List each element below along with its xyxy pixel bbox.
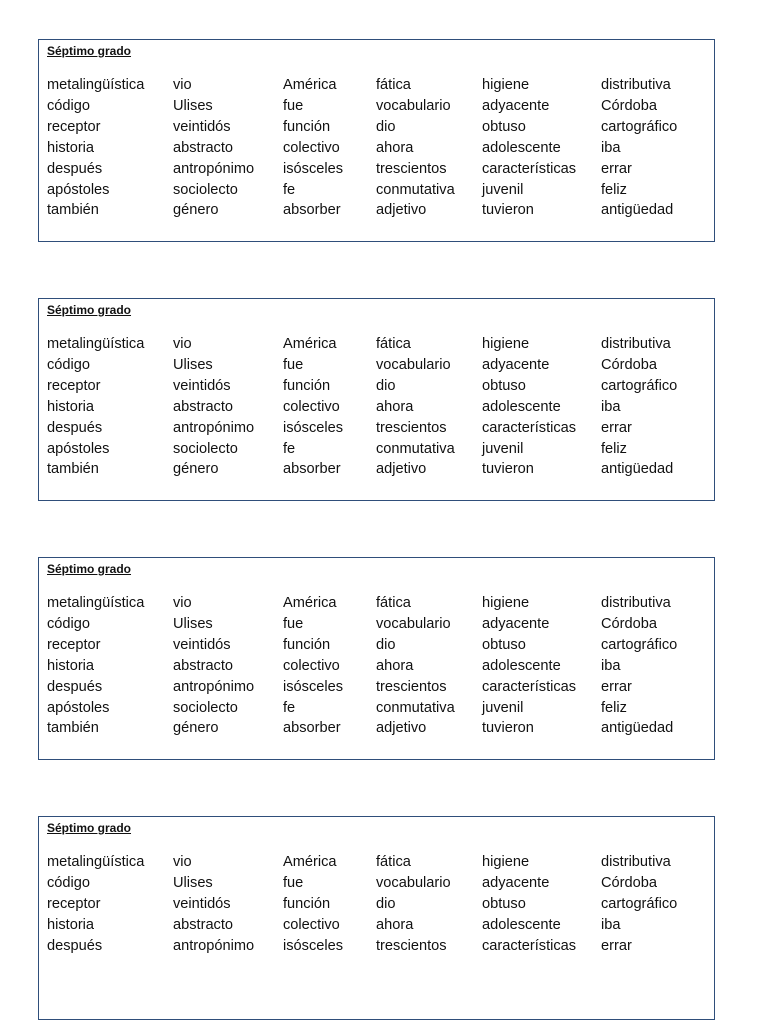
word-cell: antropónimo bbox=[173, 160, 255, 177]
word-cell: vocabulario bbox=[376, 97, 451, 114]
word-cell: América bbox=[283, 595, 337, 611]
word-cell: trescientos bbox=[376, 937, 447, 954]
word-cell: receptor bbox=[47, 636, 101, 653]
word-cell: receptor bbox=[47, 377, 101, 394]
word-cell: también bbox=[47, 202, 99, 219]
word-cell: obtuso bbox=[482, 895, 526, 912]
word-list-card bbox=[38, 39, 715, 242]
word-cell: cartográfico bbox=[601, 636, 678, 653]
word-grid bbox=[47, 75, 701, 221]
word-cell: feliz bbox=[601, 699, 627, 716]
word-cell: colectivo bbox=[283, 139, 340, 156]
word-cell: código bbox=[47, 874, 91, 891]
word-cell: receptor bbox=[47, 895, 101, 912]
word-cell: función bbox=[283, 118, 331, 135]
word-cell: antropónimo bbox=[173, 678, 255, 695]
word-list-card bbox=[38, 816, 715, 1020]
word-cell: código bbox=[47, 97, 91, 114]
word-cell: trescientos bbox=[376, 160, 447, 177]
word-cell: juvenil bbox=[482, 699, 524, 716]
word-cell: trescientos bbox=[376, 678, 447, 695]
word-cell: conmutativa bbox=[376, 699, 455, 716]
word-cell: obtuso bbox=[482, 377, 526, 394]
word-cell: antropónimo bbox=[173, 937, 255, 954]
word-cell: fue bbox=[283, 615, 304, 632]
word-cell: ahora bbox=[376, 398, 414, 415]
word-cell: antropónimo bbox=[173, 419, 255, 436]
word-cell: veintidós bbox=[173, 118, 231, 135]
word-cell: obtuso bbox=[482, 636, 526, 653]
word-cell: abstracto bbox=[173, 398, 234, 415]
word-cell: feliz bbox=[601, 440, 627, 457]
word-cell: higiene bbox=[482, 595, 530, 611]
word-cell: América bbox=[283, 336, 337, 352]
word-cell: apóstoles bbox=[47, 440, 110, 457]
word-cell: distributiva bbox=[601, 854, 671, 870]
word-cell: también bbox=[47, 720, 99, 737]
word-list-card bbox=[38, 557, 715, 760]
word-cell: vio bbox=[173, 77, 192, 93]
word-cell: dio bbox=[376, 377, 396, 394]
word-cell: adolescente bbox=[482, 657, 561, 674]
word-cell: Córdoba bbox=[601, 874, 657, 891]
word-cell: isósceles bbox=[283, 160, 344, 177]
word-cell: adyacente bbox=[482, 356, 550, 373]
word-cell: dio bbox=[376, 636, 396, 653]
word-cell: metalingüística bbox=[47, 854, 145, 870]
word-cell: conmutativa bbox=[376, 181, 455, 198]
word-cell: fue bbox=[283, 97, 304, 114]
word-cell: función bbox=[283, 377, 331, 394]
word-cell: género bbox=[173, 461, 219, 478]
word-cell: adyacente bbox=[482, 874, 550, 891]
card-title: Séptimo grado bbox=[47, 303, 132, 317]
word-cell: feliz bbox=[601, 181, 627, 198]
word-cell: fática bbox=[376, 595, 411, 611]
word-cell: cartográfico bbox=[601, 118, 678, 135]
word-cell: Ulises bbox=[173, 356, 213, 373]
word-cell: tuvieron bbox=[482, 720, 534, 737]
word-cell: después bbox=[47, 678, 103, 695]
card-title: Séptimo grado bbox=[47, 821, 132, 835]
word-cell: fue bbox=[283, 356, 304, 373]
word-cell: también bbox=[47, 461, 99, 478]
word-cell: iba bbox=[601, 139, 621, 156]
word-cell: obtuso bbox=[482, 118, 526, 135]
word-cell: veintidós bbox=[173, 377, 231, 394]
word-cell: Ulises bbox=[173, 874, 213, 891]
word-cell: Ulises bbox=[173, 615, 213, 632]
word-cell: Córdoba bbox=[601, 356, 657, 373]
word-cell: después bbox=[47, 419, 103, 436]
word-cell: fe bbox=[283, 699, 296, 716]
word-cell: higiene bbox=[482, 336, 530, 352]
word-cell: código bbox=[47, 356, 91, 373]
word-cell: vocabulario bbox=[376, 874, 451, 891]
word-cell: absorber bbox=[283, 720, 341, 737]
word-cell: características bbox=[482, 160, 577, 177]
word-cell: iba bbox=[601, 657, 621, 674]
word-cell: receptor bbox=[47, 118, 101, 135]
card-title: Séptimo grado bbox=[47, 562, 132, 576]
word-cell: colectivo bbox=[283, 657, 340, 674]
word-cell: errar bbox=[601, 160, 632, 177]
word-cell: género bbox=[173, 202, 219, 219]
word-cell: vio bbox=[173, 854, 192, 870]
word-cell: errar bbox=[601, 937, 632, 954]
word-cell: sociolecto bbox=[173, 699, 238, 716]
word-grid bbox=[47, 334, 701, 480]
word-cell: apóstoles bbox=[47, 181, 110, 198]
word-cell: higiene bbox=[482, 854, 530, 870]
word-cell: juvenil bbox=[482, 181, 524, 198]
word-cell: tuvieron bbox=[482, 202, 534, 219]
word-cell: cartográfico bbox=[601, 377, 678, 394]
word-cell: colectivo bbox=[283, 916, 340, 933]
word-grid bbox=[47, 593, 701, 739]
word-cell: antigüedad bbox=[601, 461, 674, 478]
word-cell: América bbox=[283, 854, 337, 870]
word-cell: historia bbox=[47, 657, 95, 674]
word-cell: vocabulario bbox=[376, 615, 451, 632]
word-cell: trescientos bbox=[376, 419, 447, 436]
word-cell: América bbox=[283, 77, 337, 93]
word-cell: Ulises bbox=[173, 97, 213, 114]
word-cell: adjetivo bbox=[376, 202, 427, 219]
word-cell: absorber bbox=[283, 461, 341, 478]
word-cell: iba bbox=[601, 398, 621, 415]
word-cell: después bbox=[47, 160, 103, 177]
word-cell: distributiva bbox=[601, 336, 671, 352]
word-cell: fue bbox=[283, 874, 304, 891]
word-cell: dio bbox=[376, 118, 396, 135]
word-cell: metalingüística bbox=[47, 595, 145, 611]
word-cell: isósceles bbox=[283, 419, 344, 436]
card-title: Séptimo grado bbox=[47, 44, 132, 58]
word-cell: código bbox=[47, 615, 91, 632]
word-cell: adyacente bbox=[482, 615, 550, 632]
word-cell: Córdoba bbox=[601, 615, 657, 632]
word-cell: dio bbox=[376, 895, 396, 912]
word-cell: cartográfico bbox=[601, 895, 678, 912]
word-cell: errar bbox=[601, 419, 632, 436]
word-cell: ahora bbox=[376, 657, 414, 674]
word-cell: conmutativa bbox=[376, 440, 455, 457]
word-cell: adolescente bbox=[482, 398, 561, 415]
word-cell: historia bbox=[47, 916, 95, 933]
word-cell: sociolecto bbox=[173, 181, 238, 198]
word-cell: adolescente bbox=[482, 139, 561, 156]
word-cell: distributiva bbox=[601, 595, 671, 611]
word-cell: género bbox=[173, 720, 219, 737]
word-cell: metalingüística bbox=[47, 336, 145, 352]
word-cell: ahora bbox=[376, 916, 414, 933]
word-cell: isósceles bbox=[283, 937, 344, 954]
word-cell: juvenil bbox=[482, 440, 524, 457]
word-cell: errar bbox=[601, 678, 632, 695]
word-cell: veintidós bbox=[173, 636, 231, 653]
word-cell: función bbox=[283, 636, 331, 653]
word-list-card bbox=[38, 298, 715, 501]
word-cell: características bbox=[482, 937, 577, 954]
word-cell: adjetivo bbox=[376, 461, 427, 478]
word-cell: apóstoles bbox=[47, 699, 110, 716]
word-cell: fática bbox=[376, 336, 411, 352]
word-cell: fática bbox=[376, 854, 411, 870]
word-cell: adyacente bbox=[482, 97, 550, 114]
word-cell: distributiva bbox=[601, 77, 671, 93]
word-cell: historia bbox=[47, 139, 95, 156]
word-cell: abstracto bbox=[173, 916, 234, 933]
word-cell: después bbox=[47, 937, 103, 954]
word-cell: antigüedad bbox=[601, 202, 674, 219]
word-cell: Córdoba bbox=[601, 97, 657, 114]
word-cell: características bbox=[482, 419, 577, 436]
word-cell: abstracto bbox=[173, 657, 234, 674]
word-cell: ahora bbox=[376, 139, 414, 156]
word-cell: veintidós bbox=[173, 895, 231, 912]
word-cell: isósceles bbox=[283, 678, 344, 695]
word-cell: vocabulario bbox=[376, 356, 451, 373]
word-cell: historia bbox=[47, 398, 95, 415]
word-cell: adjetivo bbox=[376, 720, 427, 737]
word-cell: higiene bbox=[482, 77, 530, 93]
word-cell: abstracto bbox=[173, 139, 234, 156]
word-cell: antigüedad bbox=[601, 720, 674, 737]
word-grid bbox=[47, 852, 701, 957]
word-cell: fática bbox=[376, 77, 411, 93]
word-cell: fe bbox=[283, 440, 296, 457]
word-cell: características bbox=[482, 678, 577, 695]
word-cell: tuvieron bbox=[482, 461, 534, 478]
word-cell: metalingüística bbox=[47, 77, 145, 93]
word-cell: colectivo bbox=[283, 398, 340, 415]
word-cell: adolescente bbox=[482, 916, 561, 933]
word-cell: fe bbox=[283, 181, 296, 198]
word-cell: función bbox=[283, 895, 331, 912]
word-cell: absorber bbox=[283, 202, 341, 219]
word-cell: vio bbox=[173, 336, 192, 352]
word-cell: sociolecto bbox=[173, 440, 238, 457]
word-cell: iba bbox=[601, 916, 621, 933]
word-cell: vio bbox=[173, 595, 192, 611]
